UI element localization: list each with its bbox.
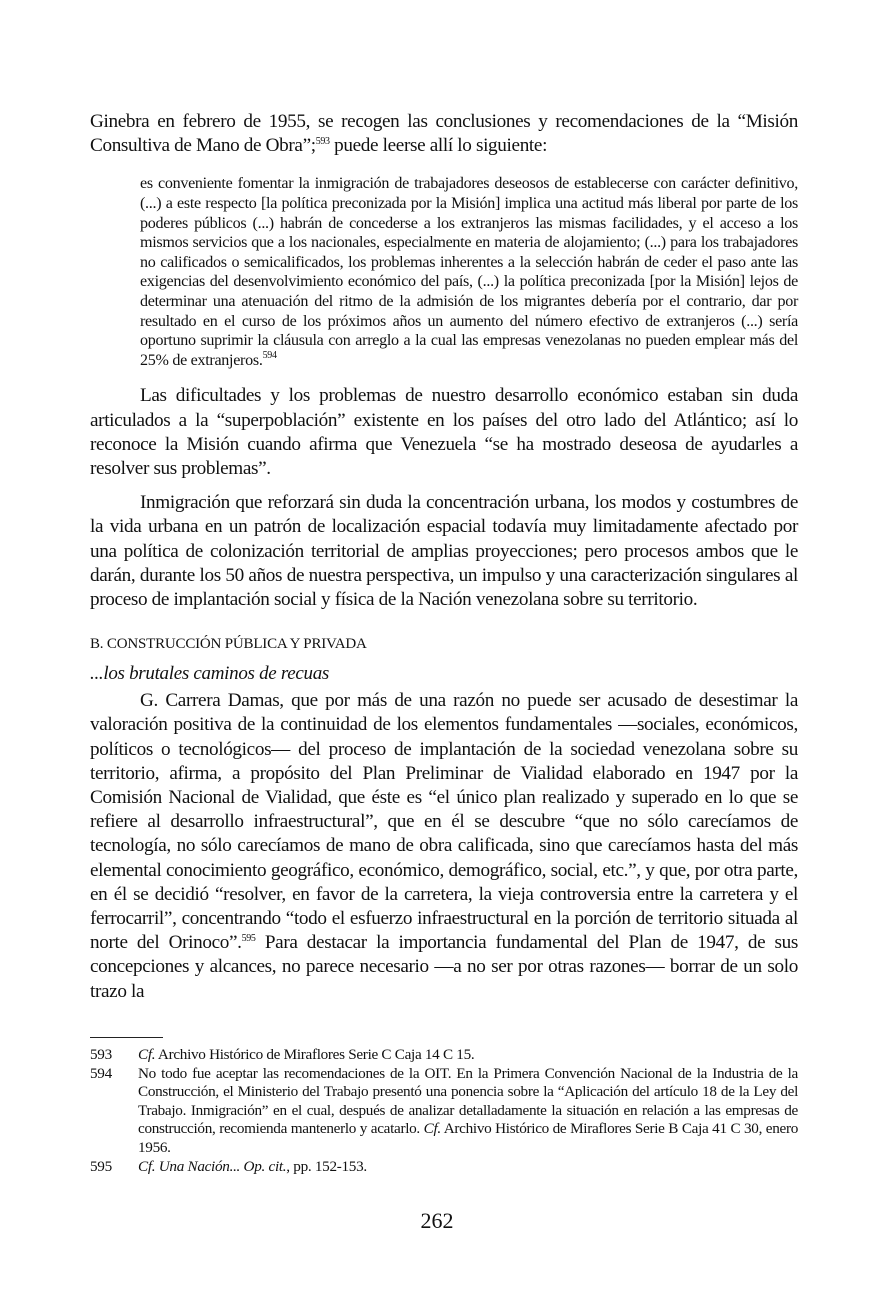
page-number: 262 (420, 1208, 454, 1233)
paragraph-text: G. Carrera Damas, que por más de una razón no puede ser acusado de desestimar la valoración positiva de la continuidad de los elementos fundamentales —sociales, económicos, políticos o tecnológicos— del proceso de implantación de la sociedad venezolana sobre su territorio, afirma, a propósito del Plan Preliminar de Vialidad elaborado en 1947 por la Comisión Nacional de Vialidad, que éste es “el único plan realizado y superado en lo que se refiere al desarrollo infraestructural”, que en él se descubre “que no sólo carecíamos de tecnología, no sólo carecíamos de mano de obra calificada, sino que carecíamos hasta del más elemental conocimiento geográfico, económico, demográfico, social, etc.”, y que, por otra parte, en él se decidió “resolver, en favor de la carretera, la vieja controversia entre la carretera y el ferrocarril”, concentrando “todo el esfuerzo infraestructural en la porción de territorio situada al norte del Orinoco”. (90, 690, 798, 954)
footnote-595 (90, 1158, 798, 1177)
quote-text: es conveniente fomentar la inmigración de trabajadores deseosos de establecerse con carácter definitivo, (...) a este respecto [la política preconizada por la Misión] implica una actitud más liberal por parte de los poderes públicos (...) habrán de concederse a los extranjeros las mismas facilidades, y el acceso a los mismos servicios que a los nacionales, especialmente en materia de alojamiento; (...) para los trabajadores no calificados o semicalificados, los problemas inherentes a la selección habrán de ceder el paso ante las exigencias del desenvolvimiento económico del país, (...) la política preconizada [por la Misión] lejos de determinar una atenuación del ritmo de la admisión de los migrantes debería por el contrario, dar por resultado en el curso de los próximos años un aumento del número efectivo de extranjeros (...) sería oportuno suprimir la cláusula con arreglo a la cual las empresas venezolanas no pueden emplear más del 25% de extranjeros. (140, 175, 798, 369)
footnote-body: Archivo Histórico de Miraflores Serie C Caja 14 C 15. (155, 1046, 475, 1063)
paragraph-text: Para destacar la importancia fundamental del Plan de 1947, de sus concepciones y alcances, no parece necesario —a no ser por otras razones— borrar de un solo trazo la (90, 932, 798, 1002)
opening-paragraph (90, 110, 798, 158)
paragraph-text: puede leerse allí lo siguiente: (329, 135, 548, 157)
paragraph-carrera-damas (90, 689, 798, 1004)
footnote-ref-594[interactable]: 594 (262, 349, 277, 361)
footnote-ref-595[interactable]: 595 (241, 933, 256, 945)
footnote-number: 595 (90, 1157, 112, 1175)
cf-abbrev: Cf. (138, 1046, 156, 1063)
cf-abbrev: Cf. (423, 1120, 441, 1138)
footnote-body: No todo fue aceptar las recomendaciones de la OIT. En la Primera Convención Nacional de la Industria de la Construcción, el Ministerio del Trabajo presentó una ponencia sobre la “Aplicación del artículo 18 de la Ley del Trabajo. Inmigración” en el cual, después de analizar detalladamente la situación en relación a las empresas de construcción, recomienda mantenerlo y acatarlo. (138, 1064, 798, 1138)
subsection-heading: ...los brutales caminos de recuas (90, 663, 330, 685)
footnote-594 (90, 1065, 798, 1158)
block-quote (140, 174, 798, 370)
footnotes (90, 1046, 798, 1176)
footnote-593 (90, 1046, 798, 1065)
footnote-body: Archivo Histórico de Miraflores Serie B Caja 41 C 30, enero 1956. (138, 1120, 799, 1156)
paragraph-superpoblacion: Las dificultades y los problemas de nuestro desarrollo económico estaban sin duda articulados a la “superpoblación” existente en los países del otro lado del Atlántico; así lo reconoce la Misión cuando afirma que Venezuela “se ha mostrado deseosa de ayudarles a resolver sus problemas”. (90, 385, 798, 479)
footnote-text (138, 1046, 798, 1065)
paragraph-text: Ginebra en febrero de 1955, se recogen las conclusiones y recomendaciones de la “Misión Consultiva de Mano de Obra”; (90, 111, 798, 157)
footnote-text (138, 1065, 798, 1158)
footnote-divider (90, 1037, 163, 1038)
paragraph-inmigracion: Inmigración que reforzará sin duda la concentración urbana, los modos y costumbres de la vida urbana en un patrón de localización espacial todavía muy limitadamente afectado por una política de colonización territorial de amplias proyecciones; pero procesos ambos que le darán, durante los 50 años de nuestra perspectiva, un impulso y una caracterización singulares al proceso de implantación social y física de la Nación venezolana sobre su territorio. (90, 492, 798, 610)
footnote-number: 593 (90, 1046, 112, 1063)
page-body (90, 110, 798, 1004)
footnote-text (138, 1158, 798, 1177)
footnote-number: 594 (90, 1064, 112, 1082)
citation-title: Cf. Una Nación... Op. cit. (138, 1157, 287, 1175)
footnote-body: , pp. 152-153. (286, 1157, 367, 1175)
footnote-ref-593[interactable]: 593 (315, 136, 330, 148)
section-heading: B. CONSTRUCCIÓN PÚBLICA Y PRIVADA (90, 636, 367, 653)
